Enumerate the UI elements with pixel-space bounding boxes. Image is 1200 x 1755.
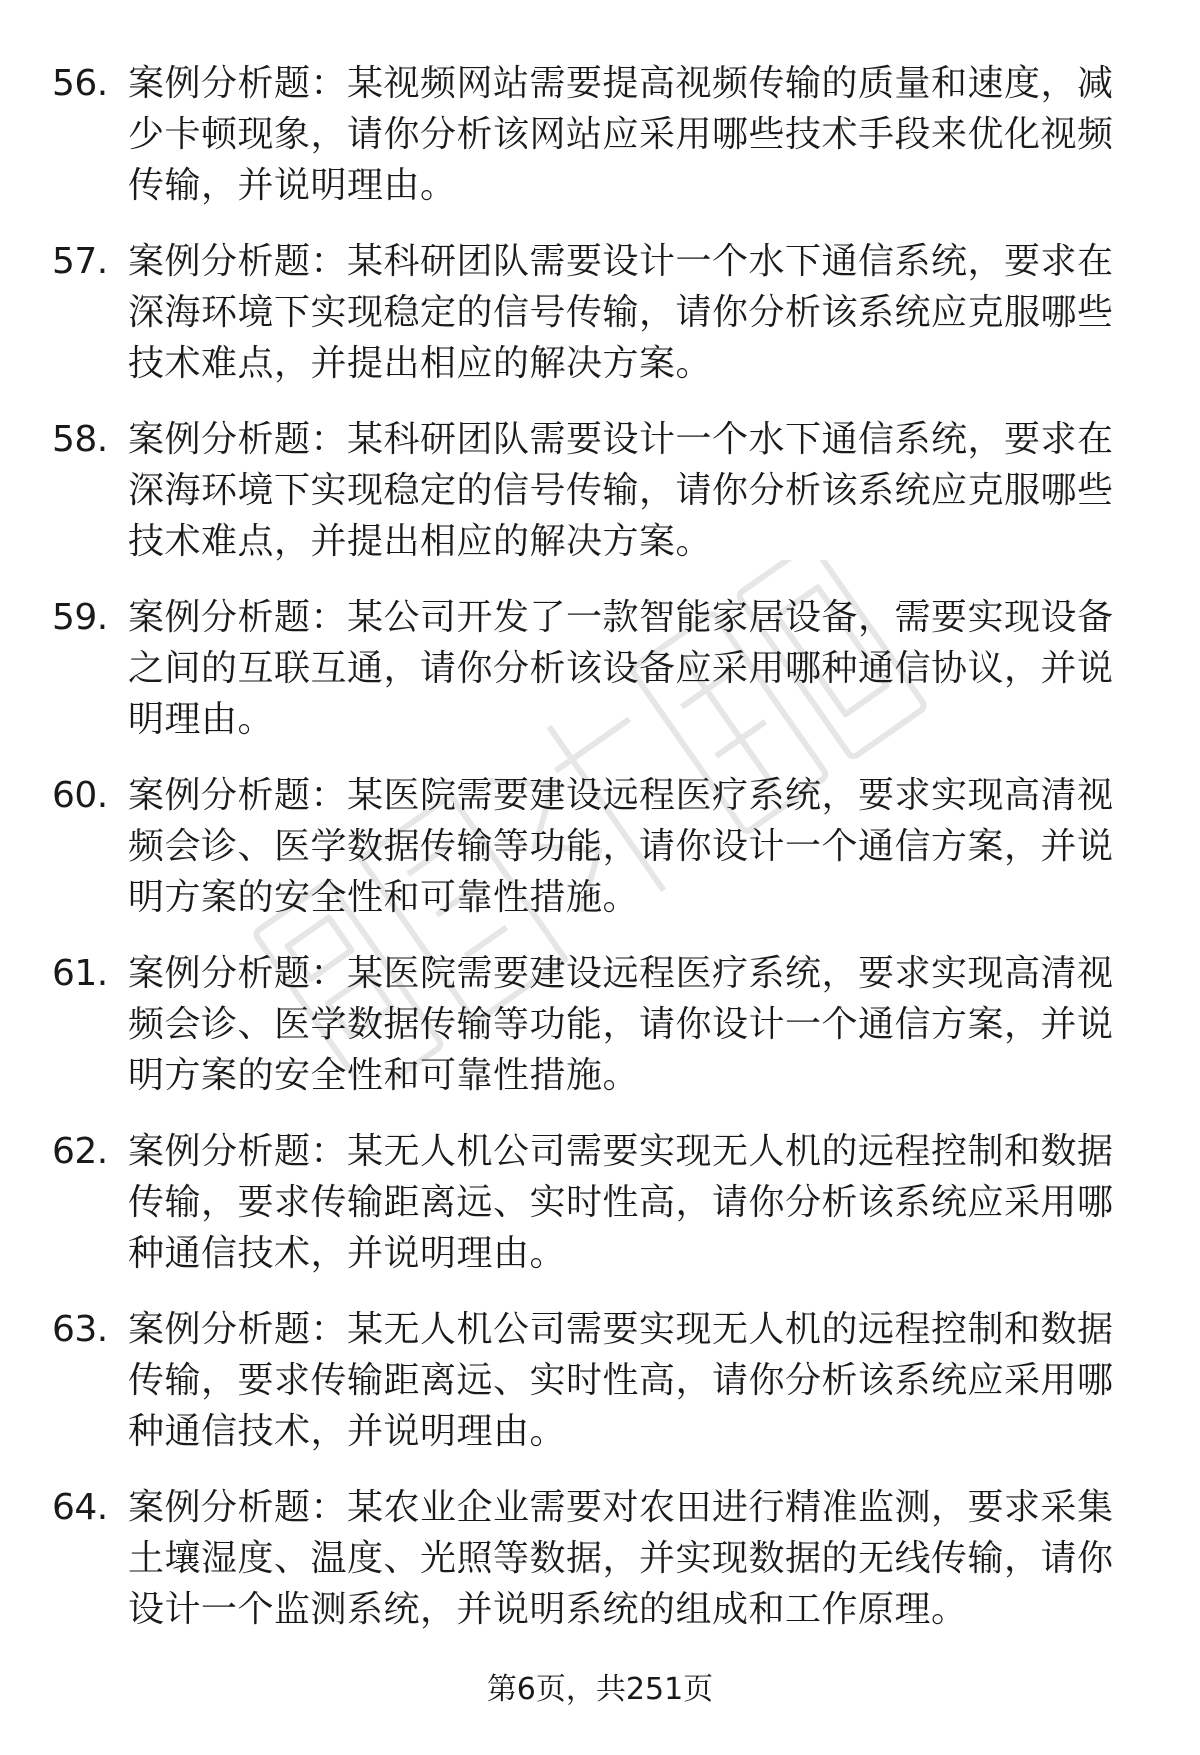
question-text: 案例分析题：某视频网站需要提高视频传输的质量和速度，减少卡顿现象，请你分析该网站应采用哪些技术手段来优化视频传输，并说明理由。 bbox=[128, 63, 1114, 206]
question-number: 57. bbox=[52, 241, 108, 282]
question-item bbox=[52, 1482, 1152, 1660]
question-text: 案例分析题：某科研团队需要设计一个水下通信系统，要求在深海环境下实现稳定的信号传输，请你分析该系统应克服哪些技术难点，并提出相应的解决方案。 bbox=[128, 241, 1114, 384]
question-number: 59. bbox=[52, 597, 108, 638]
question-text: 案例分析题：某无人机公司需要实现无人机的远程控制和数据传输，要求传输距离远、实时性高，请你分析该系统应采用哪种通信技术，并说明理由。 bbox=[128, 1309, 1114, 1452]
question-text: 案例分析题：某无人机公司需要实现无人机的远程控制和数据传输，要求传输距离远、实时性高，请你分析该系统应采用哪种通信技术，并说明理由。 bbox=[128, 1131, 1114, 1274]
question-text: 案例分析题：某公司开发了一款智能家居设备，需要实现设备之间的互联互通，请你分析该设备应采用哪种通信协议，并说明理由。 bbox=[128, 597, 1114, 740]
question-number: 64. bbox=[52, 1487, 108, 1528]
question-item bbox=[52, 414, 1152, 592]
question-number: 61. bbox=[52, 953, 108, 994]
question-text: 案例分析题：某农业企业需要对农田进行精准监测，要求采集土壤湿度、温度、光照等数据，并实现数据的无线传输，请你设计一个监测系统，并说明系统的组成和工作原理。 bbox=[128, 1487, 1114, 1630]
question-item bbox=[52, 948, 1152, 1126]
question-item bbox=[52, 236, 1152, 414]
question-number: 63. bbox=[52, 1309, 108, 1350]
question-item bbox=[52, 1304, 1152, 1482]
question-number: 62. bbox=[52, 1131, 108, 1172]
question-number: 60. bbox=[52, 775, 108, 816]
question-text: 案例分析题：某医院需要建设远程医疗系统，要求实现高清视频会诊、医学数据传输等功能，请你设计一个通信方案，并说明方案的安全性和可靠性措施。 bbox=[128, 953, 1114, 1096]
question-item bbox=[52, 1126, 1152, 1304]
page-indicator: 第6页，共251页 bbox=[486, 1672, 714, 1707]
question-text: 案例分析题：某科研团队需要设计一个水下通信系统，要求在深海环境下实现稳定的信号传输，请你分析该系统应克服哪些技术难点，并提出相应的解决方案。 bbox=[128, 419, 1114, 562]
question-number: 56. bbox=[52, 63, 108, 104]
question-list bbox=[52, 58, 1152, 1660]
question-text: 案例分析题：某医院需要建设远程医疗系统，要求实现高清视频会诊、医学数据传输等功能，请你设计一个通信方案，并说明方案的安全性和可靠性措施。 bbox=[128, 775, 1114, 918]
question-item bbox=[52, 770, 1152, 948]
question-number: 58. bbox=[52, 419, 108, 460]
question-item bbox=[52, 592, 1152, 770]
question-item bbox=[52, 58, 1152, 236]
